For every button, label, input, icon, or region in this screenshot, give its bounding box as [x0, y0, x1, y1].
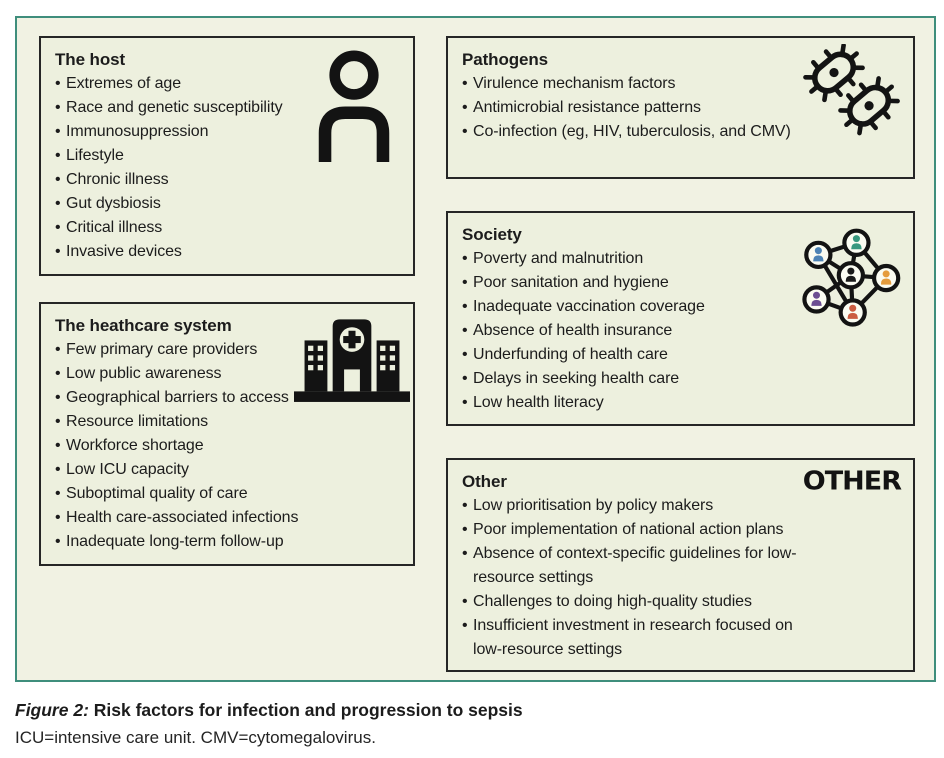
list-item: • Delays in seeking health care — [462, 367, 899, 391]
figure-caption-label: Figure 2: — [15, 700, 89, 720]
person-icon — [315, 50, 393, 162]
list-item: • Critical illness — [55, 216, 399, 240]
box-title: The host — [55, 50, 126, 69]
list-item: • Workforce shortage — [55, 434, 399, 458]
list-item: • Antimicrobial resistance patterns — [462, 96, 792, 120]
list-item: • Few primary care providers — [55, 338, 399, 362]
network-node-black — [839, 263, 863, 287]
box-healthcare-system — [39, 302, 415, 566]
list-item: • Gut dysbiosis — [55, 192, 399, 216]
network-node-blue — [806, 243, 830, 267]
box-the-host — [39, 36, 415, 276]
network-node-purple — [804, 287, 828, 311]
list-item: • Low ICU capacity — [55, 458, 399, 482]
list-item: • Chronic illness — [55, 168, 399, 192]
list-item: • Lifestyle — [55, 144, 399, 168]
list-item: • Inadequate vaccination coverage — [462, 295, 899, 319]
list-item: • Poverty and malnutrition — [462, 247, 899, 271]
list-item: • Co-infection (eg, HIV, tuberculosis, and CMV) — [462, 120, 792, 144]
list-item: • Challenges to doing high-quality studies — [462, 590, 824, 614]
people-network-icon — [797, 227, 901, 331]
list-item: • Resource limitations — [55, 410, 399, 434]
list-item: • Geographical barriers to access — [55, 386, 399, 410]
box-title: Other — [462, 472, 507, 491]
list-item: • Insufficient investment in research focused on low-resource settings — [462, 614, 824, 662]
bacteria-icon — [799, 44, 905, 138]
list-item: • Inadequate long-term follow-up — [55, 530, 399, 554]
list-item: • Invasive devices — [55, 240, 399, 264]
list-item: • Low prioritisation by policy makers — [462, 494, 824, 518]
list-item: • Virulence mechanism factors — [462, 72, 792, 96]
list-item: • Underfunding of health care — [462, 343, 899, 367]
list-item: • Poor implementation of national action plans — [462, 518, 824, 542]
box-title: The heathcare system — [55, 316, 232, 335]
figure-caption — [15, 697, 523, 723]
figure-caption-note: ICU=intensive care unit. CMV=cytomegalovirus. — [15, 728, 376, 747]
network-node-red — [841, 300, 865, 324]
list-item: • Absence of context-specific guidelines for low-resource settings — [462, 542, 824, 590]
hospital-icon — [294, 314, 410, 402]
list-item: • Extremes of age — [55, 72, 399, 96]
figure-caption-title: Risk factors for infection and progression to sepsis — [93, 700, 523, 720]
box-other — [446, 458, 915, 672]
box-pathogens — [446, 36, 915, 179]
list-item: • Race and genetic susceptibility — [55, 96, 399, 120]
list-item: • Health care-associated infections — [55, 506, 399, 530]
network-node-teal — [844, 231, 868, 255]
other-wordmark: OTHER — [802, 466, 901, 497]
box-title: Society — [462, 225, 522, 244]
risk-list — [462, 494, 899, 662]
list-item: • Immunosuppression — [55, 120, 399, 144]
list-item: • Suboptimal quality of care — [55, 482, 399, 506]
list-item: • Low public awareness — [55, 362, 399, 386]
box-society — [446, 211, 915, 426]
network-node-orange — [874, 266, 898, 290]
list-item: • Absence of health insurance — [462, 319, 899, 343]
list-item: • Low health literacy — [462, 391, 899, 415]
list-item: • Poor sanitation and hygiene — [462, 271, 899, 295]
figure-panel — [15, 16, 936, 682]
box-title: Pathogens — [462, 50, 549, 69]
